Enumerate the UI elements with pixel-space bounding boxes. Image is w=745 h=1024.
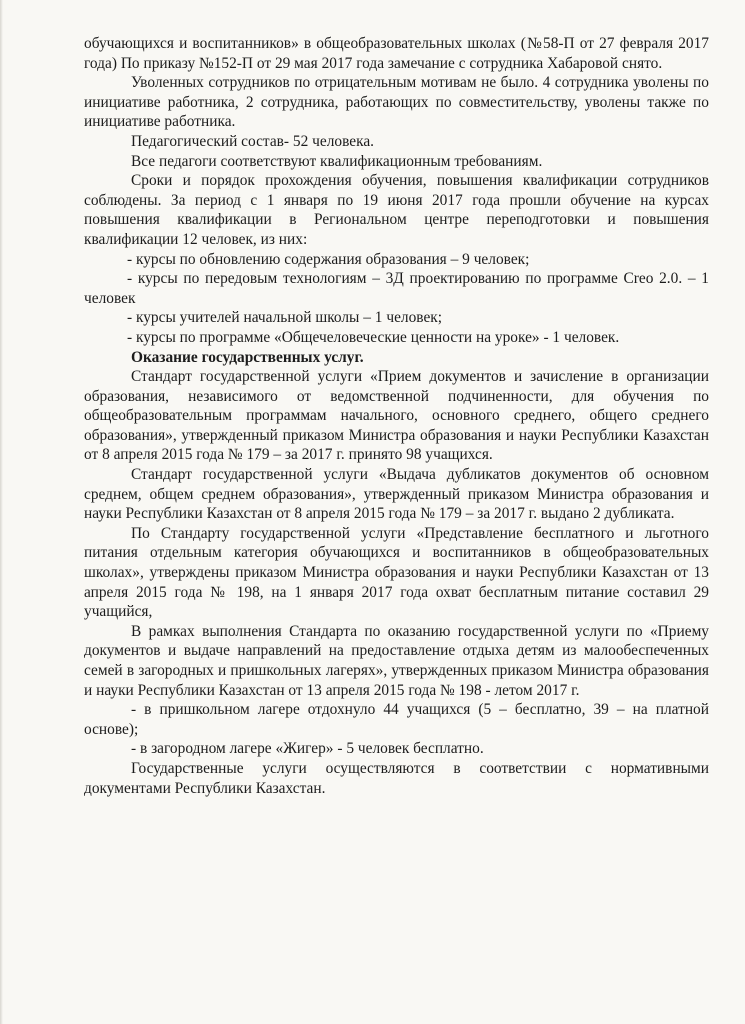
paragraph-service-duplicates: Стандарт государственной услуги «Выдача дубликатов документов об основном среднем, общем среднем образования», утвержденный приказом Министра образования и науки Республики Казахстан от 8 апреля 2015 года № 179 – за 2017 г. выдано 2 дубликата. (84, 466, 709, 523)
paragraph-dismissals: Уволенных сотрудников по отрицательным мотивам не было. 4 сотрудника уволены по инициативе работника, 2 сотрудника, работающих по совместительству, уволены также по инициативе работника. (84, 74, 709, 131)
paragraph-country-camp: - в загородном лагере «Жигер» - 5 человек бесплатно. (131, 740, 484, 758)
paragraph-continuation: обучающихся и воспитанников» в общеобразовательных школах (№58-П от 27 февраля 2017 года) По приказу №152-П от 29 мая 2017 года замечание с сотрудника Хабаровой снято. (84, 35, 709, 72)
paragraph-school-camp: - в пришкольном лагере отдохнуло 44 учащихся (5 – бесплатно, 39 – на платной основе); (84, 701, 709, 738)
section-heading: Оказание государственных услуг. (131, 348, 364, 366)
paragraph-qualification: Все педагоги соответствуют квалификационным требованиям. (131, 152, 543, 170)
paragraph-training: Сроки и порядок прохождения обучения, повышения квалификации сотрудников соблюдены. За период с 1 января по 19 июня 2017 года прошли обучение на курсах повышения квалификации в Региональном центре переподготовки и повышения квалификации 12 человек, из них: (84, 172, 709, 248)
list-item-course: - курсы учителей начальной школы – 1 человек; (127, 309, 443, 327)
paragraph-staff-count: Педагогический состав- 52 человека. (131, 132, 375, 150)
paragraph-service-meals: По Стандарту государственной услуги «Представление бесплатного и льготного питания отдельным категория обучающихся и воспитанников в общеобразовательных школах», утверждены приказом Министра образования и науки Республики Казахстан от 13 апреля 2015 года № 198, на 1 января 2017 года охват бесплатным питание составил 29 учащийся, (84, 524, 709, 621)
list-item-course: - курсы по программе «Общечеловеческие ценности на уроке» - 1 человек. (127, 328, 620, 346)
paragraph-service-admission: Стандарт государственной услуги «Прием документов и зачисление в организации образования, независимого от ведомственной подчиненности, для обучения по общеобразовательным программам начального, основного среднего, общего среднего образования», утвержденный приказом Министра образования и науки Республики Казахстан от 8 апреля 2015 года № 179 – за 2017 г. принято 98 учащихся. (84, 368, 709, 464)
list-item-course: - курсы по передовым технологиям – 3Д проектированию по программе Creo 2.0. – 1 человек (84, 270, 709, 307)
list-item-course: - курсы по обновлению содержания образования – 9 человек; (127, 250, 530, 268)
paragraph-conclusion: Государственные услуги осуществляются в соответствии с нормативными документами Республики Казахстан. (84, 759, 709, 797)
scan-edge (0, 0, 3, 1024)
paragraph-service-camps: В рамках выполнения Стандарта по оказанию государственной услуги по «Приему документов и выдаче направлений на предоставление отдыха детям из малообеспеченных семей в загородных и пришкольных лагерях», утвержденных приказом Министра образования и науки Республики Казахстан от 13 апреля 2015 года № 198 - летом 2017 г. (84, 622, 709, 699)
